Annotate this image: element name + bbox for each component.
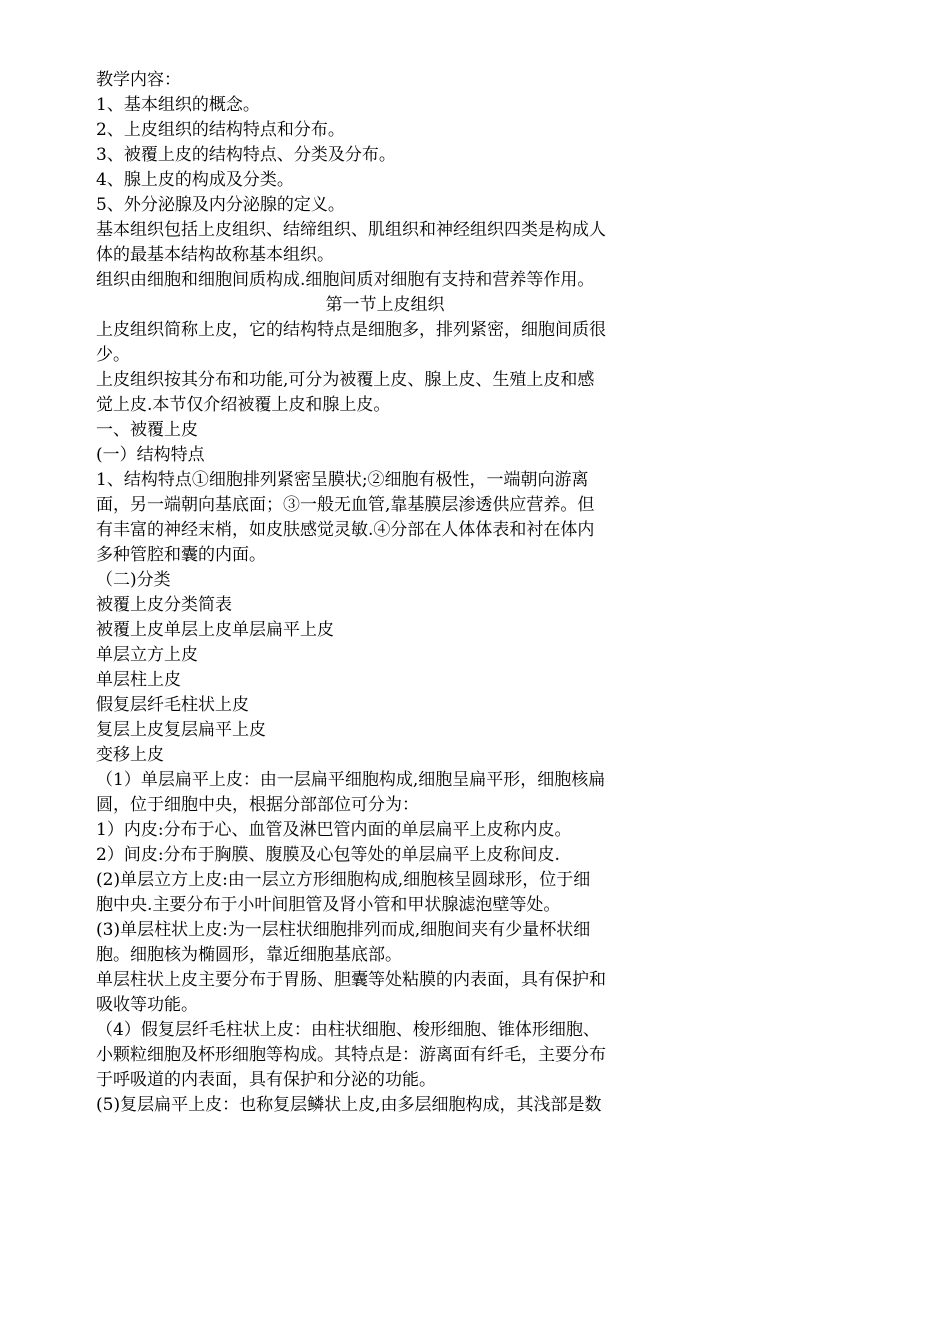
classification-line: 复层上皮复层扁平上皮 (96, 720, 266, 740)
section-title: 第一节上皮组织 (325, 295, 445, 315)
paragraph-line: 胞中央.主要分布于小叶间胆管及肾小管和甲状腺滤泡壁等处。 (96, 895, 561, 915)
paragraph-line: 1、结构特点①细胞排列紧密呈膜状;②细胞有极性，一端朝向游离 (96, 470, 589, 490)
paragraph-line: (5)复层扁平上皮：也称复层鳞状上皮,由多层细胞构成，其浅部是数 (96, 1095, 602, 1115)
paragraph-line: 觉上皮.本节仅介绍被覆上皮和腺上皮。 (96, 395, 391, 415)
paragraph-line: 面，另一端朝向基底面；③一般无血管,靠基膜层渗透供应营养。但 (96, 495, 595, 515)
subheading: （二)分类 (96, 570, 171, 590)
classification-line: 变移上皮 (96, 745, 164, 765)
list-item: 4、腺上皮的构成及分类。 (96, 170, 294, 190)
paragraph-line: 单层柱状上皮主要分布于胃肠、胆囊等处粘膜的内表面，具有保护和 (96, 970, 606, 990)
list-item: 2、上皮组织的结构特点和分布。 (96, 120, 345, 140)
list-item: 3、被覆上皮的结构特点、分类及分布。 (96, 145, 396, 165)
paragraph-line: 2）间皮:分布于胸膜、腹膜及心包等处的单层扁平上皮称间皮. (96, 845, 560, 865)
paragraph-line: 于呼吸道的内表面，具有保护和分泌的功能。 (96, 1070, 436, 1090)
classification-line: 单层柱上皮 (96, 670, 181, 690)
paragraph-line: (3)单层柱状上皮:为一层柱状细胞排列而成,细胞间夹有少量杯状细 (96, 920, 591, 940)
paragraph-line: 上皮组织按其分布和功能,可分为被覆上皮、腺上皮、生殖上皮和感 (96, 370, 595, 390)
list-item: 5、外分泌腺及内分泌腺的定义。 (96, 195, 345, 215)
classification-line: 单层立方上皮 (96, 645, 198, 665)
paragraph-line: （4）假复层纤毛柱状上皮：由柱状细胞、梭形细胞、锥体形细胞、 (96, 1020, 600, 1040)
table-title: 被覆上皮分类简表 (96, 595, 232, 615)
subheading: (一）结构特点 (96, 445, 205, 465)
paragraph-line: 体的最基本结构故称基本组织。 (96, 245, 334, 265)
paragraph-line: 吸收等功能。 (96, 995, 198, 1015)
classification-line: 假复层纤毛柱状上皮 (96, 695, 249, 715)
list-item: 1、基本组织的概念。 (96, 95, 260, 115)
paragraph-line: 1）内皮:分布于心、血管及淋巴管内面的单层扁平上皮称内皮。 (96, 820, 572, 840)
classification-line: 被覆上皮单层上皮单层扁平上皮 (96, 620, 334, 640)
paragraph-line: （1）单层扁平上皮：由一层扁平细胞构成,细胞呈扁平形，细胞核扁 (96, 770, 606, 790)
paragraph-line: 有丰富的神经末梢，如皮肤感觉灵敏.④分部在人体体表和衬在体内 (96, 520, 595, 540)
paragraph-line: 胞。细胞核为椭圆形，靠近细胞基底部。 (96, 945, 402, 965)
paragraph-line: 少。 (96, 345, 130, 365)
heading-teaching-content: 教学内容： (96, 70, 181, 90)
paragraph-line: (2)单层立方上皮:由一层立方形细胞构成,细胞核呈圆球形，位于细 (96, 870, 591, 890)
paragraph-line: 基本组织包括上皮组织、结缔组织、肌组织和神经组织四类是构成人 (96, 220, 606, 240)
paragraph-line: 上皮组织简称上皮，它的结构特点是细胞多，排列紧密，细胞间质很 (96, 320, 606, 340)
paragraph-line: 圆，位于细胞中央，根据分部部位可分为： (96, 795, 419, 815)
paragraph-line: 小颗粒细胞及杯形细胞等构成。其特点是：游离面有纤毛，主要分布 (96, 1045, 606, 1065)
paragraph-line: 多种管腔和囊的内面。 (96, 545, 266, 565)
paragraph-line: 组织由细胞和细胞间质构成.细胞间质对细胞有支持和营养等作用。 (96, 270, 595, 290)
document-page (96, 68, 674, 1118)
subheading: 一、被覆上皮 (96, 420, 198, 440)
